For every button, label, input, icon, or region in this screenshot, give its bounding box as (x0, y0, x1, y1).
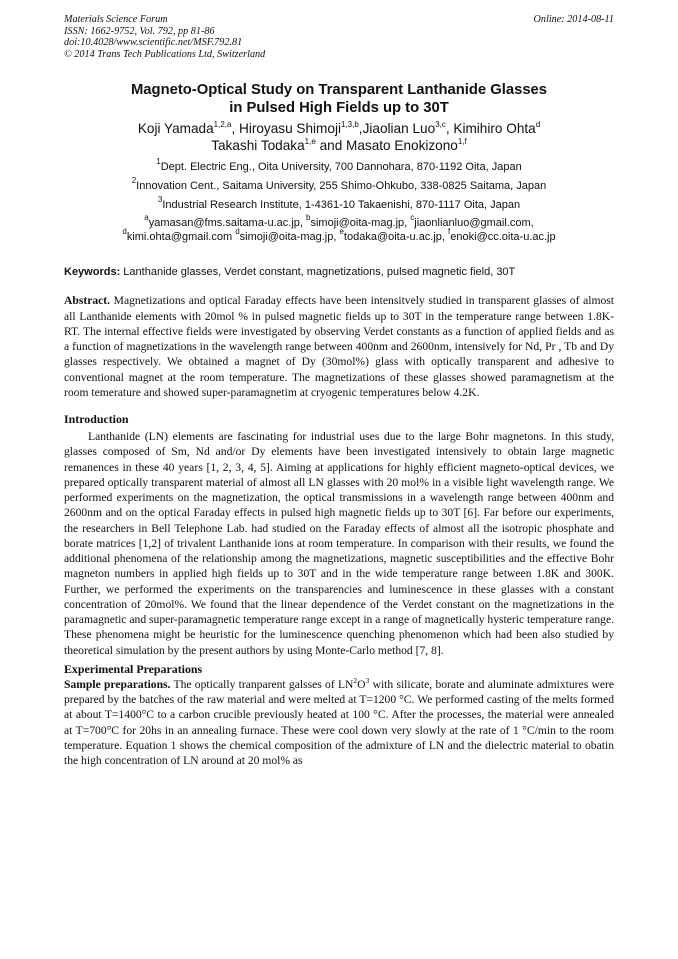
affiliation-item (64, 157, 614, 174)
author-affiliation-mark: 1,f (457, 137, 467, 147)
affiliation-mark: 3 (157, 195, 163, 205)
author-separator: , (445, 121, 454, 137)
paragraph-text: The optically tranparent galsses of LN (170, 677, 354, 691)
sample-preparations-run-head: Sample preparations. (64, 677, 171, 691)
journal-issn: ISSN: 1662-9752, Vol. 792, pp 81-86 (64, 25, 215, 37)
paper-title-line-2: in Pulsed High Fields up to 30T (229, 100, 449, 117)
author-affiliation-mark: 3,c (435, 120, 446, 130)
paragraph-text: with silicate, borate and aluminate admixtures were prepared by the batches of the raw material and were melted at T=1200 °C. We performed casting of the melts formed at about T=1400°C to a carbon crucible previously heated at 100 °C. After the processes, the material were annealed at T=700°C for 20hs in an annealing furnace. These were cool down very slowly at the rate of 1 °C/min to the room temperature. Equation 1 shows the chemical composition of the admixture of LN and the dielectric material to obatin the high concentration of LN around at 20 mol% as (64, 677, 614, 768)
affiliation-mark: 2 (131, 176, 137, 186)
email-address: kimi.ohta@gmail.com (126, 230, 236, 243)
introduction-paragraph: Lanthanide (LN) elements are fascinating for industrial uses due to the large Bohr magnetons. In this study, glasses composed of Sm, Nd and/or Dy elements have been investigated intensively to obtain large magnetic remanences in these 40 years [1, 2, 3, 4, 5]. Aiming at applications for highly efficient magneto-optical devices, we prepared optically transparent material of almost all LN glasses with 20 mol% in a visible light wavelength range. We performed experiments on the magnetization, the optical transmissions in a wavelength range between 400nm and 2600nm and on the optical Faraday effects in pulsed high magnetic fields up to 30T [6]. Far before our experiments, the researchers in Bell Telephone Lab. had studied on the Faraday effects of almost all the isotropic phosphate and borate matrices [1,2] of trivalent Lanthanide ions at room temperature. In comparison with their results, we found the additional phenomena of the relationship among the magnetizations, magnetic susceptibilities and the effective Bohr magneton numbers in applied high fields up to 30T and in the wide temperature range between 1.8K and 300K. Further, we performed the experiments on the transparencies and luminescence in these glasses with a constant concentration of 20mol%. We found that the linear dependence of the Verdet constant on the magnetizations in the paramagnetic and super-paramagnetic temperature range except in a range of magnetically hysteric temperature range. These phenomena might be heuristic for the luminescence quenching phenomenon which had been also studied by theoretical simulation by the present authors by using Monte-Carlo method [7, 8]. (64, 430, 614, 657)
email-address: enoki@cc.oita-u.ac.jp (450, 230, 556, 243)
author-name: Masato Enokizono (346, 138, 458, 154)
experimental-heading: Experimental Preparations (64, 661, 203, 676)
author-affiliation-mark: d (535, 120, 541, 130)
affiliation-item (64, 176, 614, 193)
paragraph-text: O (357, 677, 366, 691)
author-list (64, 120, 614, 154)
affiliation-item (64, 195, 614, 212)
author-name: Koji Yamada (137, 121, 214, 137)
email-mark: a (144, 213, 149, 223)
abstract-label: Abstract. (64, 294, 111, 308)
keywords-label: Keywords: (64, 266, 121, 279)
affiliation-list (64, 157, 614, 212)
abstract (64, 293, 614, 400)
sample-preparations-paragraph (64, 677, 614, 769)
introduction-heading: Introduction (64, 412, 129, 427)
formula-superscript: 3 (365, 675, 370, 685)
affiliation-text: Innovation Cent., Saitama University, 255 Shimo-Ohkubo, 338-0825 Saitama, Japan (136, 180, 547, 193)
author-name: Jiaolian Luo (362, 121, 436, 137)
email-mark: d (122, 226, 127, 236)
author-name: Takashi Todaka (211, 138, 305, 154)
author-separator: , (231, 121, 239, 137)
author-separator: and (315, 138, 347, 154)
author-affiliation-mark: 1,3,b (341, 120, 359, 130)
affiliation-text: Dept. Electric Eng., Oita University, 700 Dannohara, 870-1192 Oita, Japan (160, 161, 522, 174)
author-line-1 (64, 120, 614, 137)
keywords-text: Lanthanide glasses, Verdet constant, magnetizations, pulsed magnetic field, 30T (120, 266, 516, 279)
affiliation-mark: 1 (156, 157, 161, 167)
email-address: jiaonlianluo@gmail.com, (414, 217, 534, 230)
abstract-text: Magnetizations and optical Faraday effects have been intensitvely studied in transparent glasses of almost all Lanthanide elements with 20mol % in pulsed magnetic fields up to 30T in the temperature range between 1.8K- RT. The internal effective fields were investigated by observing Verdet constants as a function of applied fields and as a function of magnetizations in the wavelength range between 400nm and 2600nm, intensively for Nd, Pr , Tb and Dy glasses respectively. We obtained a magnet of Dy (30mol%) glass with optically transparent and adhesive to conventional magnet at the room temperature. The magnetizations of these glasses showed paramagnetism at the room temerature and showed super-paramagnetim at cryogenic temperatures below 4.2K. (64, 294, 614, 399)
email-list (64, 213, 614, 244)
online-date: Online: 2014-08-11 (533, 14, 614, 25)
email-mark: f (448, 226, 451, 236)
paper-title (64, 81, 614, 117)
author-separator: , (358, 121, 363, 137)
paper-title-line-1: Magneto-Optical Study on Transparent Lanthanide Glasses (130, 82, 548, 99)
author-name: Hiroyasu Shimoji (239, 121, 341, 137)
author-affiliation-mark: 1,2,a (213, 120, 232, 130)
formula-superscript: 2 (353, 675, 358, 685)
email-mark: b (306, 213, 311, 223)
journal-doi: doi:10.4028/www.scientific.net/MSF.792.81 (64, 37, 243, 49)
journal-name: Materials Science Forum (64, 14, 168, 25)
email-mark: d (235, 226, 240, 236)
email-address: simoji@oita-mag.jp, (239, 230, 340, 243)
author-name: Kimihiro Ohta (453, 121, 536, 137)
email-address: todaka@oita-u.ac.jp, (343, 230, 449, 243)
author-affiliation-mark: 1,e (304, 137, 316, 147)
email-mark: c (410, 213, 415, 223)
journal-header (64, 14, 614, 60)
email-line-2 (64, 226, 614, 245)
email-mark: e (339, 226, 344, 236)
journal-copyright: © 2014 Trans Tech Publications Ltd, Switzerland (64, 48, 266, 60)
author-line-2 (64, 137, 614, 154)
email-address: simoji@oita-mag.jp, (310, 217, 411, 230)
keywords (64, 265, 614, 279)
affiliation-text: Industrial Research Institute, 1-4361-10 Takaenishi, 870-1117 Oita, Japan (162, 199, 521, 212)
email-address: yamasan@fms.saitama-u.ac.jp, (148, 217, 307, 230)
